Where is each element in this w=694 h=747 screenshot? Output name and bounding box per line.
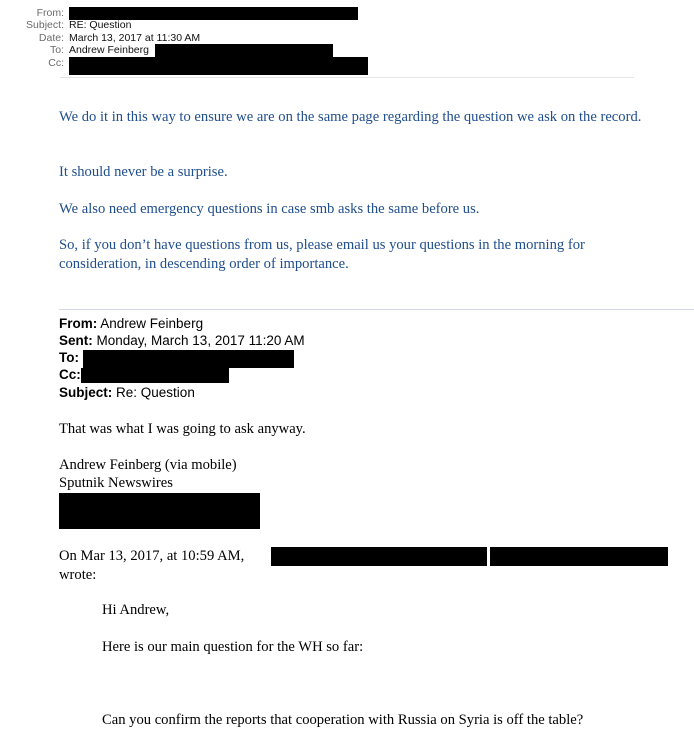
redaction-bar xyxy=(271,547,487,566)
quoted-sent-row xyxy=(59,332,305,350)
signature-org: Sputnik Newswires xyxy=(59,475,173,491)
earlier-intro-suffix: wrote: xyxy=(59,567,97,583)
redaction-bar xyxy=(69,57,368,75)
header-to-value: Andrew Feinberg xyxy=(69,44,149,56)
quoted-to-row xyxy=(59,349,79,367)
quoted-subject-row xyxy=(59,384,195,402)
reply-paragraph: We also need emergency questions in case smb asks the same before us. xyxy=(59,201,480,217)
reply-paragraph: It should never be a surprise. xyxy=(59,164,228,180)
quoted-cc-row xyxy=(59,366,81,384)
quoted-subject-value: Re: Question xyxy=(116,385,195,400)
signature-name: Andrew Feinberg (via mobile) xyxy=(59,457,237,473)
redaction-bar xyxy=(59,493,260,529)
quoted-subject-label: Subject: xyxy=(59,385,113,400)
redaction-bar xyxy=(81,368,229,383)
quoted-from-label: From: xyxy=(59,316,98,331)
quoted-sent-value: Monday, March 13, 2017 11:20 AM xyxy=(96,333,305,348)
header-to-row xyxy=(0,44,694,57)
quoted-to-label: To: xyxy=(59,350,79,365)
header-cc-label: Cc: xyxy=(48,57,64,69)
earlier-line: Here is our main question for the WH so far: xyxy=(102,639,364,655)
redaction-bar xyxy=(490,547,668,566)
quoted-sent-label: Sent: xyxy=(59,333,93,348)
reply-paragraph: So, if you don’t have questions from us, please email us your questions in the morning for consideration, in descending order of importance. xyxy=(59,237,585,272)
header-subject-row xyxy=(0,19,694,32)
redaction-bar xyxy=(83,350,294,368)
header-date-label: Date: xyxy=(38,32,64,44)
quoted-body-text: That was what I was going to ask anyway. xyxy=(59,421,306,437)
header-subject-label: Subject: xyxy=(26,19,64,31)
quoted-from-row xyxy=(59,315,203,333)
header-date-value: March 13, 2017 at 11:30 AM xyxy=(69,32,201,44)
redaction-bar xyxy=(155,44,333,57)
earlier-intro-prefix: On Mar 13, 2017, at 10:59 AM, xyxy=(59,548,245,564)
quote-divider xyxy=(59,309,694,310)
quoted-cc-label: Cc: xyxy=(59,367,81,382)
earlier-question: Can you confirm the reports that cooperation with Russia on Syria is off the table? xyxy=(102,712,584,728)
header-divider xyxy=(60,77,634,78)
quoted-from-value: Andrew Feinberg xyxy=(100,316,204,331)
earlier-greeting: Hi Andrew, xyxy=(102,602,170,618)
header-subject-value: RE: Question xyxy=(69,19,132,31)
reply-paragraph: We do it in this way to ensure we are on the same page regarding the question we ask on the record. xyxy=(59,109,642,125)
header-from-label: From: xyxy=(36,7,64,19)
header-to-label: To: xyxy=(49,44,64,56)
